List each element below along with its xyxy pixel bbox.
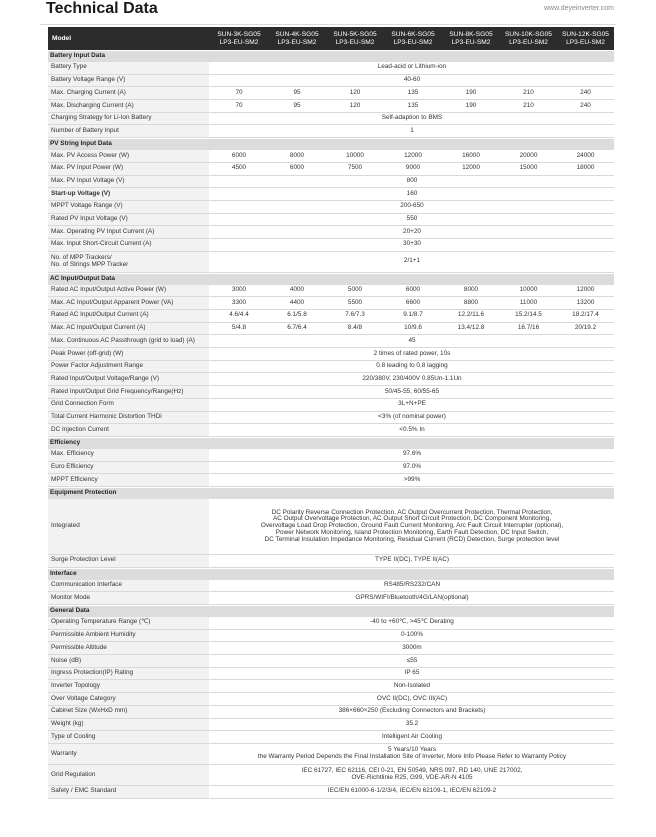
spec-row: [48, 786, 614, 799]
model-name-line: SUN-12K-SG05: [562, 30, 609, 38]
spec-value-span: ≤55: [210, 655, 614, 668]
spec-label: Noise (dB): [48, 655, 210, 668]
spec-label: Grid Regulation: [48, 765, 210, 786]
spec-label: Warranty: [48, 744, 210, 765]
spec-row: [48, 285, 614, 298]
spec-row: [48, 87, 614, 100]
model-name-line: LP3-EU-SM2: [219, 38, 259, 46]
spec-value-span: <3% (of nominal power): [210, 412, 614, 425]
spec-value: 10000: [326, 150, 384, 163]
spec-value: 5500: [326, 297, 384, 310]
spec-label: Max. AC Input/Output Current (A): [48, 323, 210, 336]
spec-label: Number of Battery Input: [48, 125, 210, 138]
model-name-line: SUN-6K-SG05: [391, 30, 435, 38]
spec-value: 6.1/5.8: [268, 310, 326, 323]
spec-row: [48, 765, 614, 786]
spec-label: Rated PV Input Voltage (V): [48, 214, 210, 227]
spec-value: 210: [500, 87, 557, 100]
model-column-header: [326, 27, 384, 50]
model-name-line: SUN-4K-SG05: [275, 30, 319, 38]
spec-row: [48, 323, 614, 336]
spec-value: 9000: [384, 163, 442, 176]
spec-value-span: 2 times of rated power, 10s: [210, 348, 614, 361]
spec-label: Max. Efficiency: [48, 449, 210, 462]
spec-value: 13200: [557, 297, 614, 310]
spec-row: [48, 373, 614, 386]
spec-value: 5000: [326, 285, 384, 298]
spec-label: Surge Protection Level: [48, 555, 210, 568]
spec-value: 18.2/17.4: [557, 310, 614, 323]
spec-row: [48, 62, 614, 75]
spec-value: 8000: [442, 285, 500, 298]
spec-value-span: 5 Years/10 Years the Warranty Period Depends the Final Installation Site of Inverter, More Info Please Refer to Warranty Policy: [210, 744, 614, 765]
spec-value: 135: [384, 100, 442, 113]
spec-value-span: 97.6%: [210, 449, 614, 462]
spec-value-span: Self-adaption to BMS: [210, 113, 614, 126]
spec-value-span: GPRS/WIFI/Bluetooth/4G/LAN(optional): [210, 592, 614, 605]
spec-value: 4000: [268, 285, 326, 298]
spec-label: Ingress Protection(IP) Rating: [48, 668, 210, 681]
spec-value-span: 2/1+1: [210, 252, 614, 273]
section-header-row: [48, 437, 614, 449]
spec-value: 8.4/8: [326, 323, 384, 336]
spec-value: 8800: [442, 297, 500, 310]
spec-label: DC Injection Current: [48, 424, 210, 437]
spec-label: Max. Continuous AC Passthrough (grid to load) (A): [48, 335, 210, 348]
spec-label: Rated AC Input/Output Current (A): [48, 310, 210, 323]
spec-row: [48, 100, 614, 113]
spec-row: [48, 188, 614, 201]
spec-value-span: 35.2: [210, 719, 614, 732]
spec-value: 95: [268, 87, 326, 100]
spec-label: Peak Power (off-grid) (W): [48, 348, 210, 361]
spec-value: 6.7/6.4: [268, 323, 326, 336]
spec-row: [48, 412, 614, 425]
spec-label: Max. AC Input/Output Apparent Power (VA): [48, 297, 210, 310]
spec-row: [48, 310, 614, 323]
spec-label: Battery Voltage Range (V): [48, 75, 210, 88]
spec-row: [48, 386, 614, 399]
section-header-row: [48, 568, 614, 580]
spec-value-span: 40-60: [210, 75, 614, 88]
spec-value-span: 50/45-55, 60/55-65: [210, 386, 614, 399]
spec-value: 10000: [500, 285, 557, 298]
spec-value: 20/19.2: [557, 323, 614, 336]
spec-row: [48, 201, 614, 214]
spec-value: 120: [326, 87, 384, 100]
spec-value: 16000: [442, 150, 500, 163]
spec-row: [48, 693, 614, 706]
spec-value-span: 97.0%: [210, 462, 614, 475]
spec-label: Max. Discharging Current (A): [48, 100, 210, 113]
spec-row: [48, 176, 614, 189]
section-title: Equipment Protection: [48, 487, 614, 499]
spec-value-span: 1: [210, 125, 614, 138]
spec-label: Power Factor Adjustment Range: [48, 361, 210, 374]
spec-row: [48, 706, 614, 719]
spec-value-span: 160: [210, 188, 614, 201]
spec-label: Cabinet Size (WxHxD mm): [48, 706, 210, 719]
spec-label: Integrated: [48, 499, 210, 555]
spec-value: 9.1/8.7: [384, 310, 442, 323]
spec-value-span: IEC 61727, IEC 62116, CEI 0-21, EN 50549, NRS 097, RD 140, UNE 217002, OVE-Richtlinie R25, G99, VDE-AR-N 4105: [210, 765, 614, 786]
spec-label: Start-up Voltage (V): [48, 188, 210, 201]
model-column-header: [384, 27, 442, 50]
spec-row: [48, 361, 614, 374]
spec-value: 12000: [384, 150, 442, 163]
model-name-line: LP3-EU-SM2: [509, 38, 548, 46]
section-header-row: [48, 50, 614, 62]
spec-label: Battery Type: [48, 62, 210, 75]
spec-label: Max. PV Input Voltage (V): [48, 176, 210, 189]
spec-value: 18000: [557, 163, 614, 176]
spec-value-span: 550: [210, 214, 614, 227]
section-header-row: [48, 273, 614, 285]
spec-label: Max. Input Short-Circuit Current (A): [48, 239, 210, 252]
spec-value: 240: [557, 100, 614, 113]
spec-label: Max. PV Input Power (W): [48, 163, 210, 176]
model-name-line: SUN-10K-SG05: [505, 30, 552, 38]
spec-row: [48, 252, 614, 273]
model-column-header: [557, 27, 614, 50]
spec-value: 24000: [557, 150, 614, 163]
spec-value-span: Lead-acid or Lithium-ion: [210, 62, 614, 75]
spec-row: [48, 499, 614, 555]
section-header-row: [48, 487, 614, 499]
spec-value: 135: [384, 87, 442, 100]
spec-row: [48, 150, 614, 163]
spec-row: [48, 424, 614, 437]
spec-row: [48, 719, 614, 732]
spec-value: 240: [557, 87, 614, 100]
spec-value: 4500: [210, 163, 268, 176]
spec-value-span: 3000m: [210, 642, 614, 655]
section-header-row: [48, 138, 614, 150]
spec-label: Grid Connection Form: [48, 399, 210, 412]
spec-label: No. of MPP Trackers/ No. of Strings MPP Tracker: [48, 252, 210, 273]
spec-label: Rated Input/Output Voltage/Range (V): [48, 373, 210, 386]
spec-value-span: 0.8 leading to 0.8 lagging: [210, 361, 614, 374]
spec-label: Type of Cooling: [48, 731, 210, 744]
spec-value-span: 386×660×250 (Excluding Connectors and Brackets): [210, 706, 614, 719]
spec-value: 11000: [500, 297, 557, 310]
page-header: [40, 0, 616, 25]
spec-row: [48, 642, 614, 655]
spec-row: [48, 449, 614, 462]
spec-row: [48, 592, 614, 605]
spec-label: Total Current Harmonic Distortion THDi: [48, 412, 210, 425]
spec-value: 12000: [557, 285, 614, 298]
section-title: PV String Input Data: [48, 138, 614, 150]
spec-table: [48, 27, 614, 799]
spec-label: Rated AC Input/Output Active Power (W): [48, 285, 210, 298]
spec-value-span: 220/380V, 230/400V 0.85Un-1.1Un: [210, 373, 614, 386]
spec-value-span: Non-Isolated: [210, 680, 614, 693]
spec-value: 4.6/4.4: [210, 310, 268, 323]
spec-value: 8000: [268, 150, 326, 163]
model-name-line: LP3-EU-SM2: [451, 38, 491, 46]
spec-body: [48, 50, 614, 799]
spec-value: 7.6/7.3: [326, 310, 384, 323]
section-title: Efficiency: [48, 437, 614, 449]
page-title: Technical Data: [46, 0, 158, 17]
spec-label: Over Voltage Category: [48, 693, 210, 706]
spec-row: [48, 226, 614, 239]
spec-value: 95: [268, 100, 326, 113]
spec-value-span: IEC/EN 61000-6-1/2/3/4, IEC/EN 62109-1, IEC/EN 62109-2: [210, 786, 614, 799]
spec-label: Max. Operating PV Input Current (A): [48, 226, 210, 239]
section-title: Battery Input Data: [48, 50, 614, 62]
spec-value: 70: [210, 87, 268, 100]
section-title: Interface: [48, 568, 614, 580]
spec-label: Rated Input/Output Grid Frequency/Range(Hz): [48, 386, 210, 399]
spec-value-span: 800: [210, 176, 614, 189]
model-name-line: LP3-EU-SM2: [335, 38, 375, 46]
spec-value: 4400: [268, 297, 326, 310]
website-link[interactable]: www.deyeinverter.com: [543, 5, 614, 12]
spec-value: 6000: [384, 285, 442, 298]
spec-label: Permissible Altitude: [48, 642, 210, 655]
spec-value: 5/4.8: [210, 323, 268, 336]
spec-row: [48, 630, 614, 643]
spec-value: 210: [500, 100, 557, 113]
spec-value: 6600: [384, 297, 442, 310]
spec-row: [48, 239, 614, 252]
spec-value: 7500: [326, 163, 384, 176]
spec-row: [48, 399, 614, 412]
spec-label: Permissible Ambient Humidity: [48, 630, 210, 643]
spec-row: [48, 731, 614, 744]
spec-value-span: >99%: [210, 474, 614, 487]
spec-row: [48, 668, 614, 681]
model-name-line: LP3-EU-SM2: [566, 38, 605, 46]
spec-value: 13.4/12.8: [442, 323, 500, 336]
model-column-header: [268, 27, 326, 50]
spec-value-span: <0.5% In: [210, 424, 614, 437]
spec-row: [48, 335, 614, 348]
spec-row: [48, 474, 614, 487]
spec-value-span: 30+30: [210, 239, 614, 252]
spec-value: 190: [442, 100, 500, 113]
model-column-header: [500, 27, 557, 50]
spec-value: 6000: [210, 150, 268, 163]
spec-label: MPPT Efficiency: [48, 474, 210, 487]
model-column-header: [210, 27, 268, 50]
model-name-line: SUN-8K-SG05: [449, 30, 493, 38]
spec-value: 120: [326, 100, 384, 113]
spec-value-span: Intelligent Air Cooling: [210, 731, 614, 744]
spec-label: Inverter Topology: [48, 680, 210, 693]
spec-value-span: DC Polarity Reverse Connection Protection, AC Output Overcurrent Protection, Thermal Protection, AC Output Overvoltage Protection, AC Output Short Circuit Protection, DC Component Monitoring, Overvoltage Load Drop Protection, Ground Fault Current Monitoring, Arc Fault Circuit Interrupter (optional), Power Network Monitoring, Island Protection Monitoring, Earth Fault Detection, DC Input Switch, DC Terminal Insulation Impedance Monitoring, Residual Current (RCD) Detection, Surge protection level: [210, 499, 614, 555]
spec-label: Communication Interface: [48, 580, 210, 593]
spec-row: [48, 75, 614, 88]
spec-value: 15000: [500, 163, 557, 176]
spec-row: [48, 744, 614, 765]
model-name-line: SUN-3K-SG05: [217, 30, 261, 38]
spec-row: [48, 125, 614, 138]
spec-value: 3300: [210, 297, 268, 310]
spec-value: 16.7/16: [500, 323, 557, 336]
model-name-line: LP3-EU-SM2: [393, 38, 433, 46]
spec-value: 190: [442, 87, 500, 100]
spec-label: Weight (kg): [48, 719, 210, 732]
spec-row: [48, 462, 614, 475]
spec-value: 10/9.6: [384, 323, 442, 336]
spec-value-span: OVC II(DC), OVC III(AC): [210, 693, 614, 706]
spec-label: Euro Efficiency: [48, 462, 210, 475]
spec-value: 20000: [500, 150, 557, 163]
spec-label: Operating Temperature Range (℃): [48, 617, 210, 630]
spec-label: Safety / EMC Standard: [48, 786, 210, 799]
section-title: General Data: [48, 605, 614, 617]
spec-row: [48, 555, 614, 568]
spec-value-span: 200-650: [210, 201, 614, 214]
spec-value: 12000: [442, 163, 500, 176]
spec-row: [48, 580, 614, 593]
spec-value-span: TYPE II(DC), TYPE II(AC): [210, 555, 614, 568]
spec-row: [48, 680, 614, 693]
spec-value-span: 45: [210, 335, 614, 348]
spec-row: [48, 113, 614, 126]
spec-label: MPPT Voltage Range (V): [48, 201, 210, 214]
model-header-row: [48, 27, 614, 50]
spec-label: Max. PV Access Power (W): [48, 150, 210, 163]
spec-value: 3000: [210, 285, 268, 298]
model-name-line: LP3-EU-SM2: [277, 38, 317, 46]
spec-row: [48, 655, 614, 668]
spec-value-span: RS485/RS232/CAN: [210, 580, 614, 593]
model-column-header: [442, 27, 500, 50]
spec-value-span: 0-100%: [210, 630, 614, 643]
spec-label: Max. Charging Current (A): [48, 87, 210, 100]
model-name-line: SUN-5K-SG05: [333, 30, 377, 38]
spec-value: 70: [210, 100, 268, 113]
spec-label: Monitor Mode: [48, 592, 210, 605]
spec-row: [48, 214, 614, 227]
spec-row: [48, 297, 614, 310]
section-header-row: [48, 605, 614, 617]
spec-value: 6000: [268, 163, 326, 176]
spec-label: Charging Strategy for Li-Ion Battery: [48, 113, 210, 126]
spec-value: 15.2/14.5: [500, 310, 557, 323]
spec-value-span: -40 to +60℃, >45℃ Derating: [210, 617, 614, 630]
spec-row: [48, 617, 614, 630]
spec-row: [48, 348, 614, 361]
spec-value-span: 3L+N+PE: [210, 399, 614, 412]
model-label: Model: [48, 27, 210, 50]
spec-value-span: IP 65: [210, 668, 614, 681]
spec-value-span: 20+20: [210, 226, 614, 239]
section-title: AC Input/Output Data: [48, 273, 614, 285]
spec-row: [48, 163, 614, 176]
spec-value: 12.2/11.6: [442, 310, 500, 323]
